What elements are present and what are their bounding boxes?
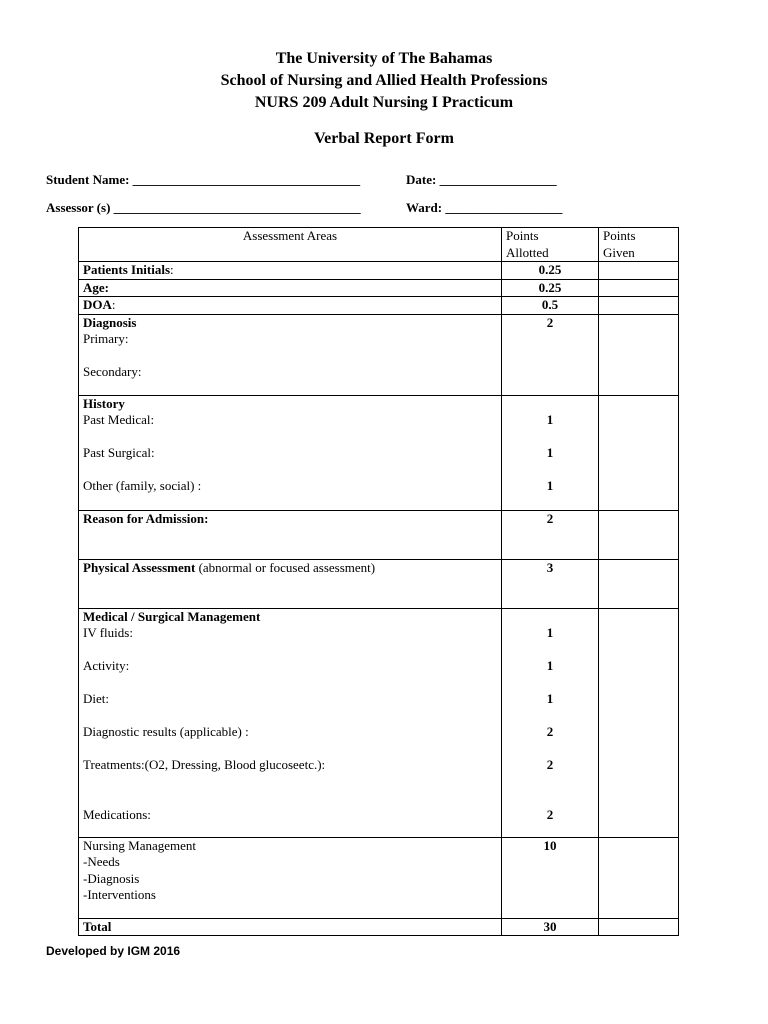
points-given-cell[interactable]	[599, 395, 679, 510]
header-points-given: Points Given	[599, 228, 679, 262]
table-row	[79, 837, 679, 918]
points-given-cell[interactable]	[599, 837, 679, 918]
table-row	[79, 510, 679, 559]
medical-surgical-management-cell: Medical / Surgical Management IV fluids: Activity: Diet: Diagnostic results (applicable) : Treatments:(O2, Dressing, Blood glucoseetc.): Medications:	[79, 608, 502, 837]
header-points-allotted: Points Allotted	[502, 228, 599, 262]
points-allotted-cell: 3	[502, 559, 599, 608]
history-cell: History Past Medical: Past Surgical: Other (family, social) :	[79, 395, 502, 510]
points-given-cell[interactable]	[599, 918, 679, 936]
table-header-row	[79, 228, 679, 262]
header-assessment-areas: Assessment Areas	[79, 228, 502, 262]
points-given-cell[interactable]	[599, 510, 679, 559]
points-given-cell[interactable]	[599, 314, 679, 395]
table-row	[79, 262, 679, 280]
student-name-field[interactable]: Student Name: ___________________________________	[46, 172, 361, 187]
university-name: The University of The Bahamas	[275, 50, 493, 67]
points-given-cell[interactable]	[599, 608, 679, 837]
points-allotted-cell: 1 1 1 2 2 2	[502, 608, 599, 837]
table-row	[79, 608, 679, 837]
points-allotted-cell: 0.25	[502, 262, 599, 280]
points-allotted-cell: 1 1 1	[502, 395, 599, 510]
points-allotted-cell: 2	[502, 314, 599, 395]
form-title: Verbal Report Form	[314, 130, 454, 147]
table-row	[79, 918, 679, 936]
assessor-field[interactable]: Assessor (s) ______________________________________	[46, 200, 361, 215]
table-row	[79, 297, 679, 315]
footer-credit: Developed by IGM 2016	[46, 944, 181, 958]
points-allotted-cell: 2	[502, 510, 599, 559]
table-row	[79, 314, 679, 395]
points-given-cell[interactable]	[599, 279, 679, 297]
doa-cell: DOA:	[79, 297, 502, 315]
points-given-cell[interactable]	[599, 262, 679, 280]
date-field[interactable]: Date: __________________	[406, 172, 557, 187]
table-row	[79, 559, 679, 608]
nursing-management-cell: Nursing Management -Needs -Diagnosis -Interventions	[79, 837, 502, 918]
reason-for-admission-cell: Reason for Admission:	[79, 510, 502, 559]
points-allotted-cell: 0.25	[502, 279, 599, 297]
ward-field[interactable]: Ward: __________________	[406, 200, 563, 215]
table-row	[79, 395, 679, 510]
physical-assessment-cell: Physical Assessment (abnormal or focused assessment)	[79, 559, 502, 608]
school-name: School of Nursing and Allied Health Professions	[220, 72, 548, 89]
points-allotted-cell: 30	[502, 918, 599, 936]
points-given-cell[interactable]	[599, 297, 679, 315]
total-cell: Total	[79, 918, 502, 936]
diagnosis-cell: Diagnosis Primary: Secondary:	[79, 314, 502, 395]
age-cell: Age:	[79, 279, 502, 297]
assessment-table	[78, 227, 679, 936]
points-given-cell[interactable]	[599, 559, 679, 608]
table-row	[79, 279, 679, 297]
points-allotted-cell: 0.5	[502, 297, 599, 315]
points-allotted-cell: 10	[502, 837, 599, 918]
course-name: NURS 209 Adult Nursing I Practicum	[254, 94, 514, 111]
document-header	[0, 48, 768, 114]
patients-initials-cell: Patients Initials:	[79, 262, 502, 280]
